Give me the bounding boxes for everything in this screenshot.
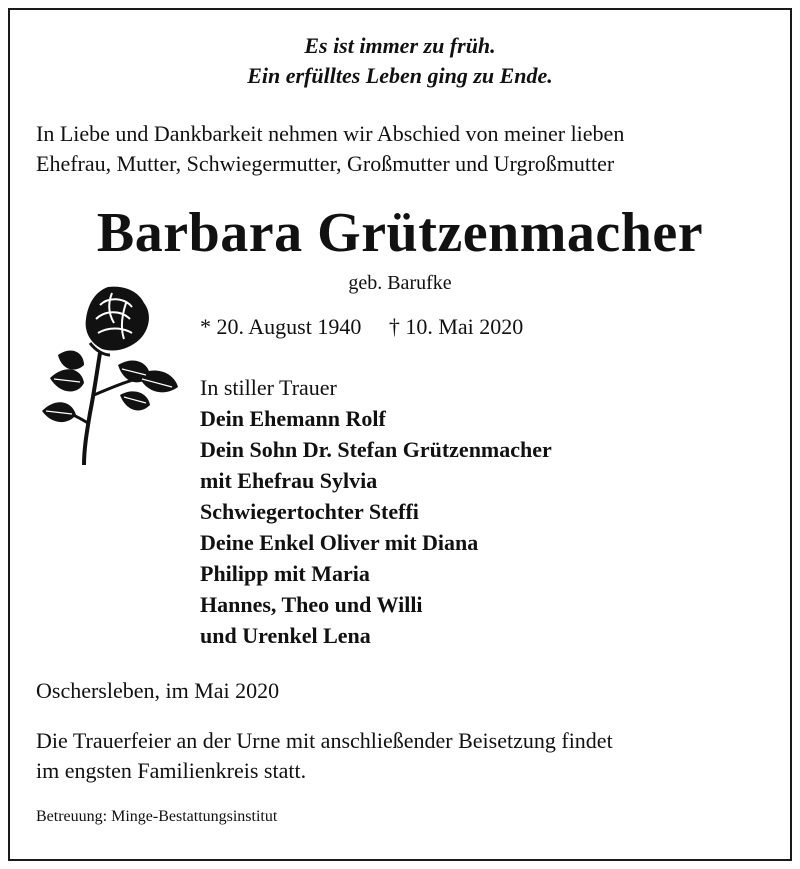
mourner-line: Dein Ehemann Rolf	[200, 406, 386, 431]
intro-text	[36, 119, 624, 179]
quote-line-1: Es ist immer zu früh.	[304, 33, 496, 58]
birth-date: * 20. August 1940	[200, 314, 362, 339]
mourner-line: mit Ehefrau Sylvia	[200, 468, 378, 493]
quote-line-2: Ein erfülltes Leben ging zu Ende.	[247, 63, 553, 88]
mourner-line: Philipp mit Maria	[200, 561, 370, 586]
mourners-list	[200, 372, 552, 651]
deceased-name: Barbara Grützenmacher	[96, 202, 704, 264]
mourner-line: Schwiegertochter Steffi	[200, 499, 419, 524]
life-dates	[200, 312, 523, 342]
service-notice	[36, 726, 776, 786]
rose-icon	[38, 283, 186, 469]
mourner-line: und Urenkel Lena	[200, 623, 371, 648]
mourners-lead: In stiller Trauer	[200, 375, 337, 400]
mourner-line: Deine Enkel Oliver mit Diana	[200, 530, 479, 555]
mourner-line: Dein Sohn Dr. Stefan Grützenmacher	[200, 437, 552, 462]
service-line-1: Die Trauerfeier an der Urne mit anschließender Beisetzung findet	[36, 728, 613, 753]
place-date: Oschersleben, im Mai 2020	[36, 678, 280, 703]
birth-name: geb. Barufke	[348, 272, 452, 294]
mourner-line: Hannes, Theo und Willi	[200, 592, 423, 617]
service-line-2: im engsten Familienkreis statt.	[36, 758, 307, 783]
intro-line-1: In Liebe und Dankbarkeit nehmen wir Abschied von meiner lieben	[36, 121, 625, 146]
intro-line-2: Ehefrau, Mutter, Schwiegermutter, Großmutter und Urgroßmutter	[36, 151, 615, 176]
funeral-home-credit: Betreuung: Minge-Bestattungsinstitut	[36, 808, 278, 825]
death-date: † 10. Mai 2020	[388, 314, 524, 339]
